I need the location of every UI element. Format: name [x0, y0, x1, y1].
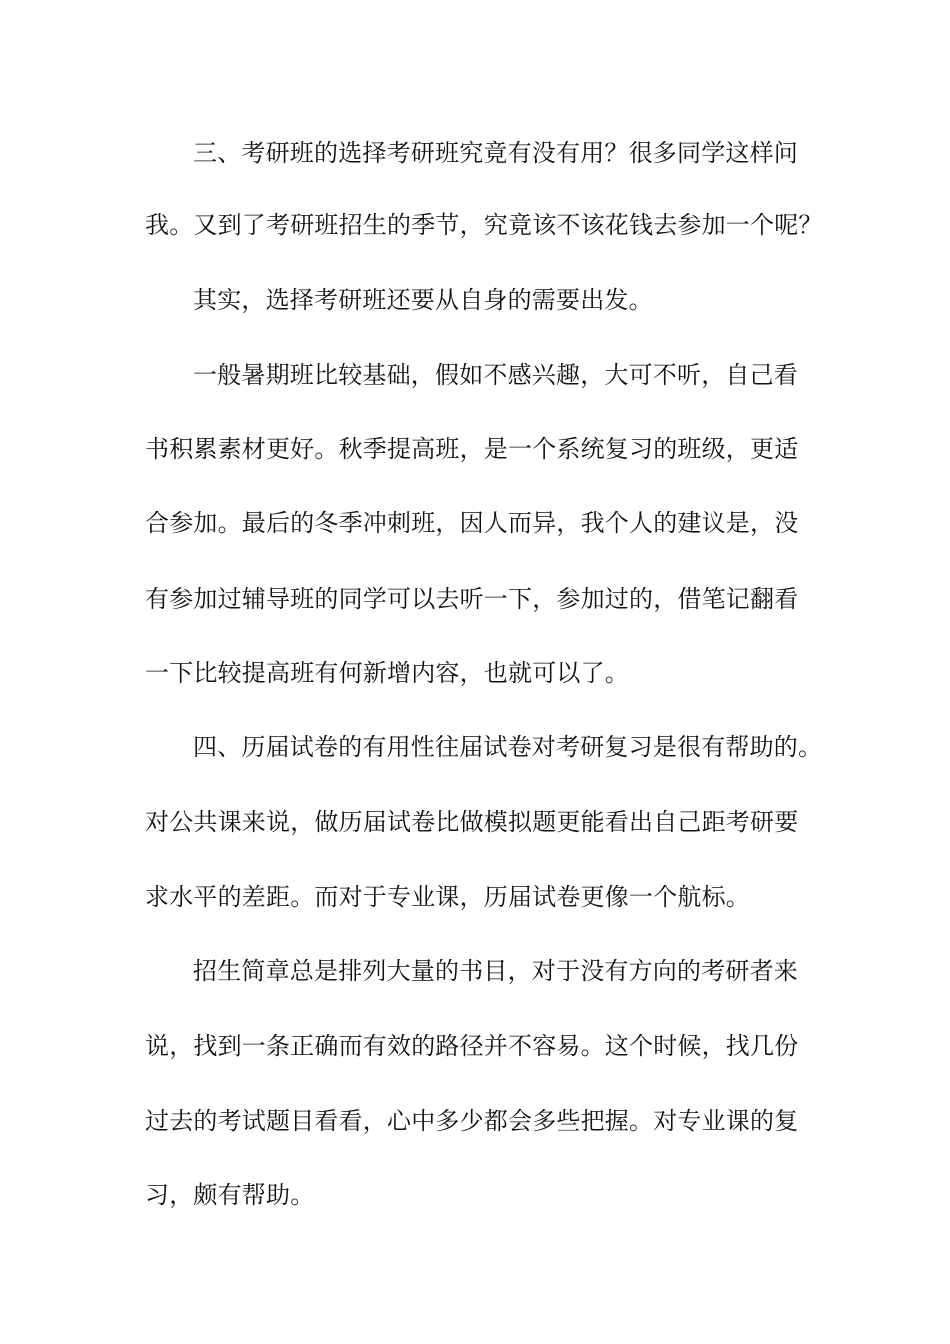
- paragraph-line: 说，找到一条正确而有效的路径并不容易。这个时候，找几份: [145, 1032, 799, 1060]
- paragraph-line: 三、考研班的选择考研班究竟有没有用？很多同学这样问: [193, 139, 798, 167]
- paragraph-line: 对公共课来说，做历届试卷比做模拟题更能看出自己距考研要: [145, 808, 799, 836]
- paragraph-line: 合参加。最后的冬季冲刺班，因人而异，我个人的建议是，没: [145, 509, 799, 537]
- paragraph-line: 求水平的差距。而对于专业课，历届试卷更像一个航标。: [145, 883, 750, 911]
- paragraph-line: 书积累素材更好。秋季提高班，是一个系统复习的班级，更适: [145, 435, 799, 463]
- paragraph-line: 有参加过辅导班的同学可以去听一下，参加过的，借笔记翻看: [145, 585, 799, 613]
- paragraph-line: 招生简章总是排列大量的书目，对于没有方向的考研者来: [193, 957, 798, 985]
- paragraph-line: 其实，选择考研班还要从自身的需要出发。: [193, 286, 653, 314]
- paragraph-line: 一下比较提高班有何新增内容，也就可以了。: [145, 659, 629, 687]
- paragraph-line: 四、历届试卷的有用性往届试卷对考研复习是很有帮助的。: [193, 733, 823, 761]
- paragraph-line: 我。又到了考研班招生的季节，究竟该不该花钱去参加一个呢？: [145, 211, 823, 239]
- paragraph-line: 一般暑期班比较基础，假如不感兴趣，大可不听，自己看: [193, 361, 798, 389]
- paragraph-line: 过去的考试题目看看，心中多少都会多些把握。对专业课的复: [145, 1107, 799, 1135]
- paragraph-line: 习，颇有帮助。: [145, 1181, 315, 1209]
